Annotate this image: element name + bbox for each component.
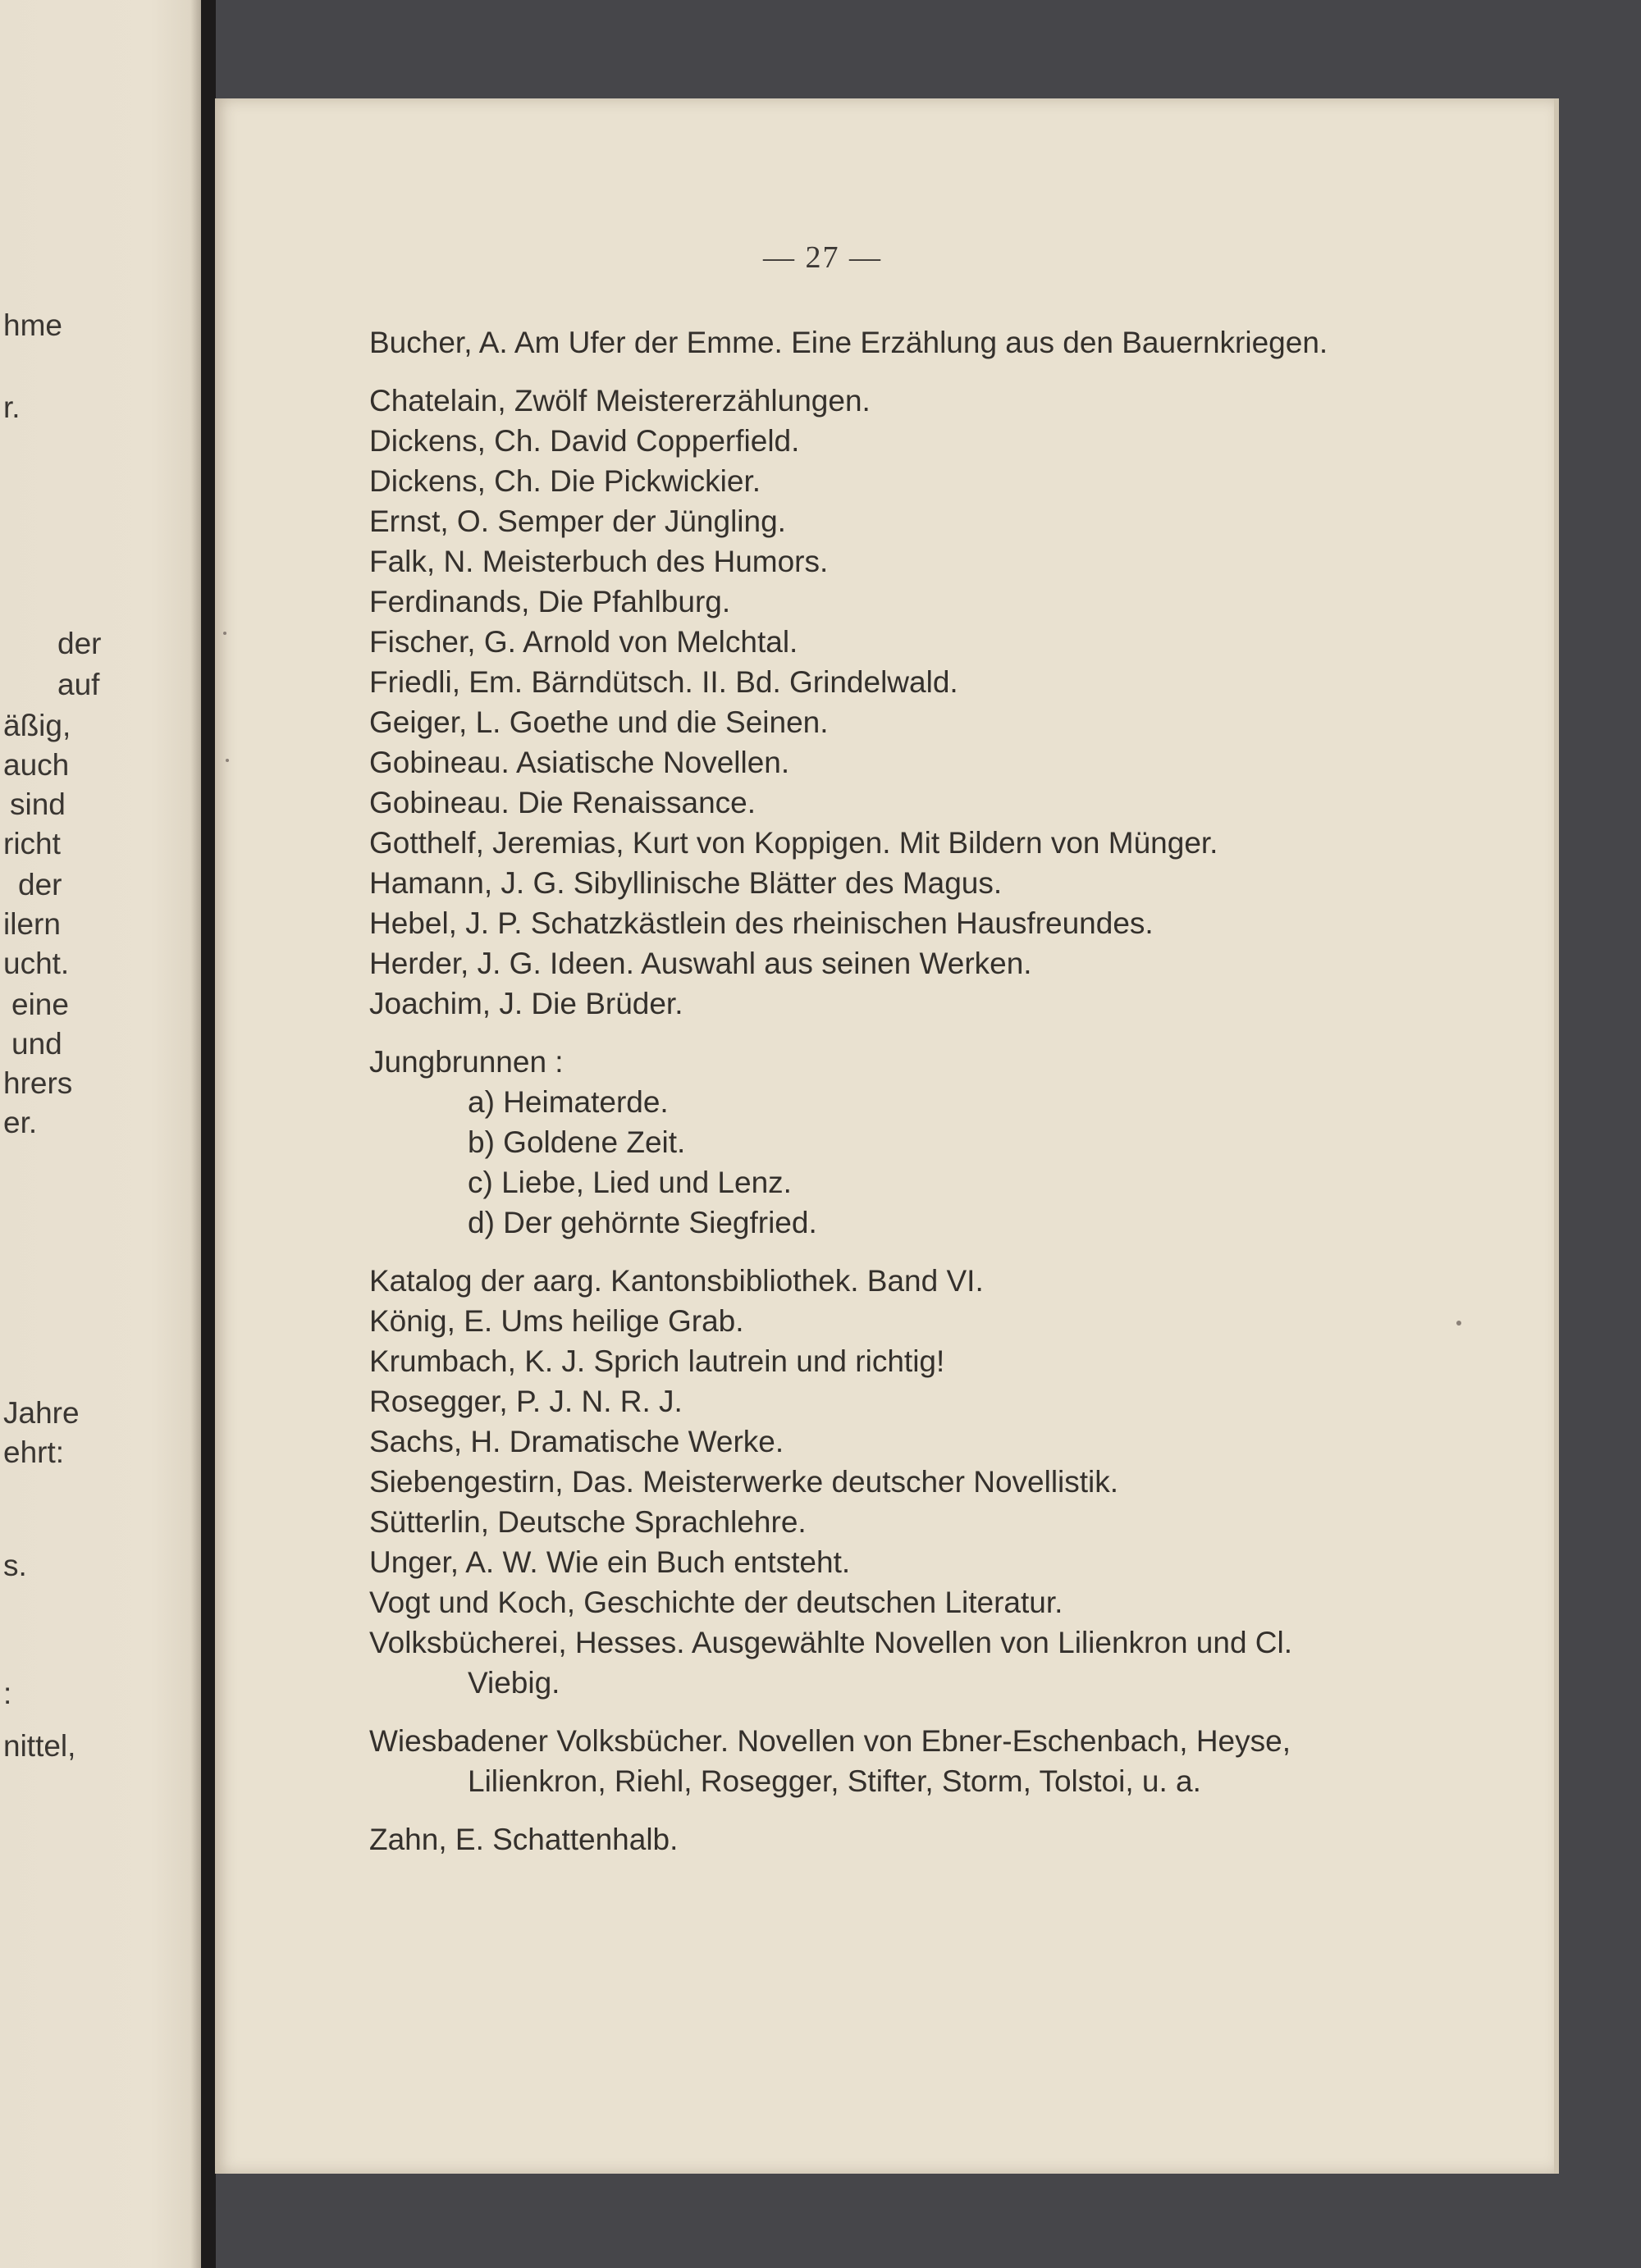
previous-page-fragment [0, 0, 215, 2268]
paper-speck [226, 759, 229, 762]
book-entry: Gobineau. Die Renaissance. [369, 786, 757, 819]
page-number: — 27 — [763, 240, 882, 275]
book-entry: Ferdinands, Die Pfahlburg. [369, 585, 731, 618]
left-fragment: ehrt: [3, 1435, 65, 1469]
book-entry: Friedli, Em. Bärndütsch. II. Bd. Grindelwald. [369, 665, 958, 699]
left-fragment: äßig, [3, 709, 71, 742]
book-spine [201, 0, 216, 2268]
book-entry: Krumbach, K. J. Sprich lautrein und richtig! [369, 1344, 945, 1378]
book-entry: Siebengestirn, Das. Meisterwerke deutscher Novellistik. [369, 1465, 1119, 1499]
paper-speck [1456, 1321, 1461, 1326]
paper-speck [223, 632, 226, 635]
book-entry: Bucher, A. Am Ufer der Emme. Eine Erzählung aus den Bauernkriegen. [369, 326, 1328, 359]
left-fragment: er. [3, 1106, 38, 1139]
left-fragment: nittel, [3, 1729, 76, 1763]
book-entry: Hamann, J. G. Sibyllinische Blätter des Magus. [369, 866, 1003, 900]
book-entry: Dickens, Ch. Die Pickwickier. [369, 464, 761, 498]
left-fragment: eine [11, 988, 69, 1021]
left-fragment: ilern [3, 907, 61, 941]
book-entry: Joachim, J. Die Brüder. [369, 987, 683, 1020]
left-fragment: sind [10, 787, 66, 821]
book-entry: Dickens, Ch. David Copperfield. [369, 424, 800, 458]
left-fragment: Jahre [3, 1396, 80, 1430]
jungbrunnen-item: d) Der gehörnte Siegfried. [468, 1206, 817, 1239]
book-entry: Sachs, H. Dramatische Werke. [369, 1425, 784, 1458]
left-fragment: s. [3, 1549, 27, 1582]
left-fragment: r. [3, 390, 21, 424]
left-fragment: hme [3, 308, 62, 342]
book-entry: Hebel, J. P. Schatzkästlein des rheinischen Hausfreundes. [369, 906, 1154, 940]
left-fragment: ucht. [3, 947, 70, 980]
left-fragment: der [57, 627, 102, 660]
book-entry: Unger, A. W. Wie ein Buch entsteht. [369, 1545, 851, 1579]
left-fragment: richt [3, 827, 61, 860]
jungbrunnen-item: a) Heimaterde. [468, 1085, 669, 1119]
book-list [369, 322, 1337, 1860]
book-entry: Katalog der aarg. Kantonsbibliothek. Band VI. [369, 1264, 984, 1298]
book-entry: Geiger, L. Goethe und die Seinen. [369, 705, 829, 739]
book-entry: Chatelain, Zwölf Meistererzählungen. [369, 384, 871, 418]
left-fragment: der [18, 868, 62, 901]
book-entry: Ernst, O. Semper der Jüngling. [369, 504, 786, 538]
book-entry: Herder, J. G. Ideen. Auswahl aus seinen Werken. [369, 947, 1032, 980]
book-entry: Fischer, G. Arnold von Melchtal. [369, 625, 798, 659]
left-fragment: : [3, 1677, 12, 1710]
book-entry: König, E. Ums heilige Grab. [369, 1304, 744, 1338]
book-entry: Volksbücherei, Hesses. Ausgewählte Novellen von Lilienkron und Cl. Viebig. [369, 1626, 1293, 1700]
book-entry: Gotthelf, Jeremias, Kurt von Koppigen. Mit Bildern von Münger. [369, 826, 1218, 860]
book-entry: Sütterlin, Deutsche Sprachlehre. [369, 1505, 807, 1539]
book-entry: Gobineau. Asiatische Novellen. [369, 746, 790, 779]
left-fragment: auch [3, 748, 70, 782]
jungbrunnen-item: b) Goldene Zeit. [468, 1125, 686, 1159]
book-entry: Zahn, E. Schattenhalb. [369, 1823, 679, 1856]
left-fragment: hrers [3, 1066, 73, 1100]
book-entry: Wiesbadener Volksbücher. Novellen von Ebner-Eschenbach, Heyse, Lilienkron, Riehl, Rosegger, Stifter, Storm, Tolstoi, u. a. [369, 1724, 1291, 1798]
jungbrunnen-heading: Jungbrunnen : [369, 1045, 564, 1079]
book-entry: Vogt und Koch, Geschichte der deutschen Literatur. [369, 1586, 1063, 1619]
jungbrunnen-item: c) Liebe, Lied und Lenz. [468, 1166, 792, 1199]
left-fragment: auf [57, 668, 100, 701]
book-entry: Rosegger, P. J. N. R. J. [369, 1385, 683, 1418]
page-edge [1554, 98, 1559, 2174]
book-entry: Falk, N. Meisterbuch des Humors. [369, 545, 829, 578]
left-fragment: und [11, 1027, 62, 1061]
